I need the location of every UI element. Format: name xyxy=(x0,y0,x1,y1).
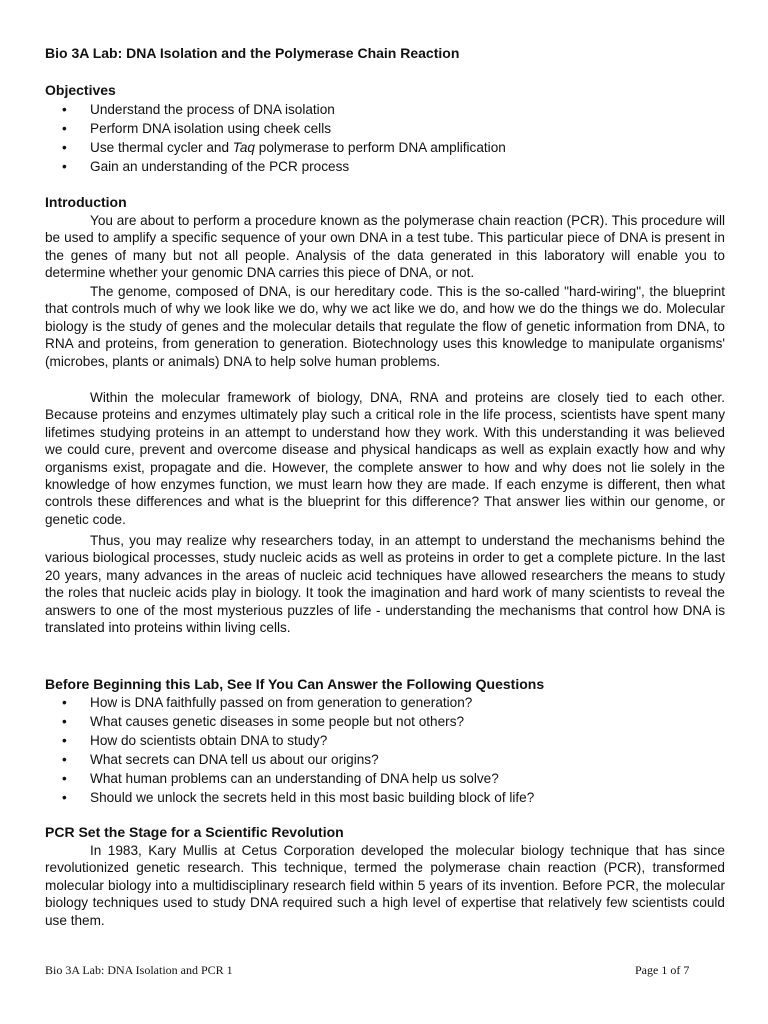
questions-heading: Before Beginning this Lab, See If You Can Answer the Following Questions xyxy=(45,676,545,692)
questions-list xyxy=(60,693,534,807)
list-item: • What secrets can DNA tell us about our origins? xyxy=(60,750,534,769)
taq-italic: Taq xyxy=(232,140,255,155)
pcr-paragraph: In 1983, Kary Mullis at Cetus Corporation developed the molecular biology technique that has since revolutionized genetic research. This technique, termed the polymerase chain reaction (PCR), transformed molecular biology into a multidisciplinary research field within 5 years of its invention. Before PCR, the molecular biology techniques used to study DNA required such a high level of expertise that relatively few scientists could use them. xyxy=(45,843,725,928)
intro-paragraph-4: Thus, you may realize why researchers today, in an attempt to understand the mechanisms behind the various biological processes, study nucleic acids as well as proteins in order to get a complete picture. In the last 20 years, many advances in the areas of nucleic acid techniques have allowed researchers the means to study the roles that nucleic acids play in biology. It took the imagination and hard work of many scientists to reveal the answers to one of the most mysterious puzzles of life - understanding the mechanisms that control how DNA is translated into proteins within living cells. xyxy=(45,533,725,636)
item-text: Use thermal cycler and xyxy=(90,140,233,155)
list-item: • What causes genetic diseases in some people but not others? xyxy=(60,712,534,731)
intro-paragraph-3: Within the molecular framework of biology, DNA, RNA and proteins are closely tied to each other. Because proteins and enzymes ultimately play such a critical role in the life process, scientists have spent many lifetimes studying proteins in an attempt to understand how they work. With this understanding it was believed we could cure, prevent and overcome disease and physical handicaps as well as explain exactly how and why organisms exist, propagate and die. However, the complete answer to how and why does not lie solely in the knowledge of how enzymes function, we must learn how they are made. If each enzyme is different, then what controls these differences and what is the blueprint for this difference? That answer lies within our genome, or genetic code. xyxy=(45,390,725,527)
pcr-heading: PCR Set the Stage for a Scientific Revolution xyxy=(45,824,344,840)
footer-left: Bio 3A Lab: DNA Isolation and PCR 1 xyxy=(45,963,233,977)
item-text: polymerase to perform DNA amplification xyxy=(254,140,506,155)
footer-page-number: Page 1 of 7 xyxy=(635,963,690,977)
list-item: • Perform DNA isolation using cheek cells xyxy=(60,119,506,138)
list-item: • Should we unlock the secrets held in this most basic building block of life? xyxy=(60,788,534,807)
list-item: • How do scientists obtain DNA to study? xyxy=(60,731,534,750)
list-item xyxy=(60,138,506,157)
objectives-list xyxy=(60,100,506,176)
intro-paragraph-1: You are about to perform a procedure known as the polymerase chain reaction (PCR). This procedure will be used to amplify a specific sequence of your own DNA in a test tube. This particular piece of DNA is present in the genes of many but not all people. Analysis of the data generated in this laboratory will enable you to determine whether your genomic DNA carries this piece of DNA, or not. xyxy=(45,213,725,281)
document-title: Bio 3A Lab: DNA Isolation and the Polymerase Chain Reaction xyxy=(45,45,460,61)
list-item: • Understand the process of DNA isolation xyxy=(60,100,506,119)
list-item: • How is DNA faithfully passed on from generation to generation? xyxy=(60,693,534,712)
list-item: • Gain an understanding of the PCR process xyxy=(60,157,506,176)
intro-paragraph-2: The genome, composed of DNA, is our hereditary code. This is the so-called "hard-wiring", the blueprint that controls much of why we look like we do, why we act like we do, and how we do the things we do. Molecular biology is the study of genes and the molecular details that regulate the flow of genetic information from DNA, to RNA and proteins, from generation to generation. Biotechnology uses this knowledge to manipulate organisms' (microbes, plants or animals) DNA to help solve human problems. xyxy=(45,284,725,369)
list-item: • What human problems can an understanding of DNA help us solve? xyxy=(60,769,534,788)
objectives-heading: Objectives xyxy=(45,82,116,98)
introduction-heading: Introduction xyxy=(45,194,127,210)
